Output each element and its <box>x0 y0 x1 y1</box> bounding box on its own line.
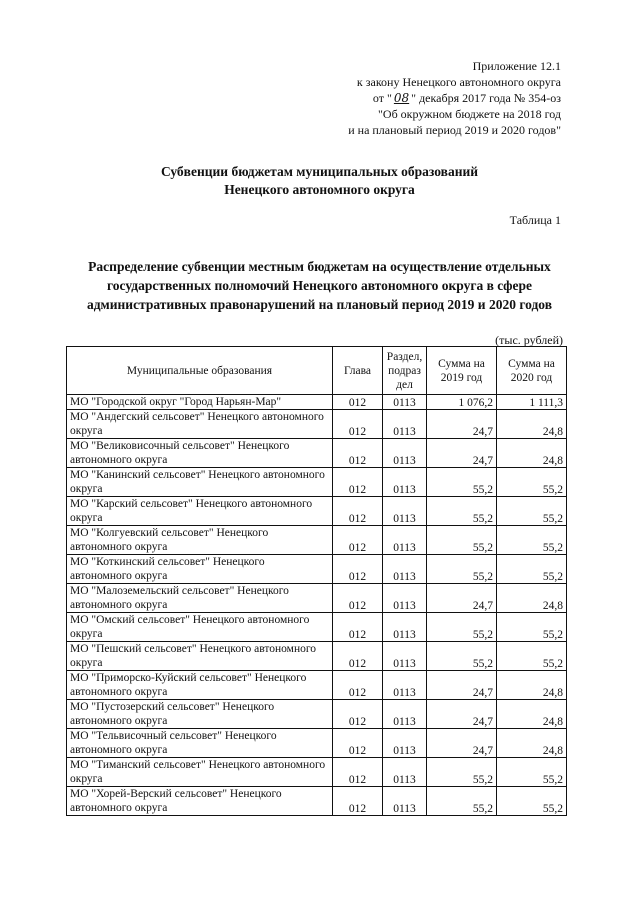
sum-2019-cell: 55,2 <box>427 787 497 816</box>
sum-2020-cell: 24,8 <box>497 410 567 439</box>
municipality-cell: МО "Андегский сельсовет" Ненецкого автономного округа <box>67 410 333 439</box>
table-row <box>67 410 567 439</box>
municipality-cell: МО "Пустозерский сельсовет" Ненецкого автономного округа <box>67 700 333 729</box>
section-cell: 0113 <box>383 729 427 758</box>
sum-2020-cell: 55,2 <box>497 468 567 497</box>
sum-2019-cell: 24,7 <box>427 410 497 439</box>
document-title <box>0 163 639 199</box>
chapter-cell: 012 <box>333 584 383 613</box>
table-row <box>67 671 567 700</box>
section-cell: 0113 <box>383 613 427 642</box>
chapter-cell: 012 <box>333 700 383 729</box>
appendix-date-prefix: от " <box>372 91 392 105</box>
sum-2019-cell: 55,2 <box>427 758 497 787</box>
sum-2019-cell: 24,7 <box>427 584 497 613</box>
section-cell: 0113 <box>383 584 427 613</box>
section-cell: 0113 <box>383 700 427 729</box>
section-cell: 0113 <box>383 555 427 584</box>
sum-2019-cell: 24,7 <box>427 439 497 468</box>
chapter-cell: 012 <box>333 526 383 555</box>
municipality-cell: МО "Тельвисочный сельсовет" Ненецкого автономного округа <box>67 729 333 758</box>
chapter-cell: 012 <box>333 439 383 468</box>
sum-2020-cell: 55,2 <box>497 555 567 584</box>
appendix-date-suffix: " декабря 2017 года № 354-оз <box>411 91 561 105</box>
chapter-cell: 012 <box>333 671 383 700</box>
table-row <box>67 700 567 729</box>
chapter-cell: 012 <box>333 395 383 410</box>
chapter-cell: 012 <box>333 613 383 642</box>
table-row <box>67 642 567 671</box>
sum-2020-cell: 24,8 <box>497 584 567 613</box>
header-section: Раздел, подраз дел <box>383 347 427 395</box>
chapter-cell: 012 <box>333 555 383 584</box>
table-row <box>67 758 567 787</box>
sum-2019-cell: 55,2 <box>427 468 497 497</box>
chapter-cell: 012 <box>333 758 383 787</box>
header-sum-2019: Сумма на 2019 год <box>427 347 497 395</box>
section-cell: 0113 <box>383 468 427 497</box>
appendix-date-day: 08 <box>393 91 410 105</box>
sum-2019-cell: 55,2 <box>427 642 497 671</box>
table-row <box>67 555 567 584</box>
header-sum-2020: Сумма на 2020 год <box>497 347 567 395</box>
units-label: (тыс. рублей) <box>495 333 563 347</box>
table-title-line-2: государственных полномочий Ненецкого автономного округа в сфере <box>107 278 532 293</box>
appendix-line-2: к закону Ненецкого автономного округа <box>356 75 561 89</box>
municipality-cell: МО "Пешский сельсовет" Ненецкого автономного округа <box>67 642 333 671</box>
table-row <box>67 584 567 613</box>
sum-2020-cell: 55,2 <box>497 613 567 642</box>
sum-2019-cell: 24,7 <box>427 671 497 700</box>
section-cell: 0113 <box>383 642 427 671</box>
table-header-row <box>67 347 567 395</box>
table-body <box>67 395 567 816</box>
chapter-cell: 012 <box>333 497 383 526</box>
chapter-cell: 012 <box>333 787 383 816</box>
section-cell: 0113 <box>383 787 427 816</box>
table-row <box>67 468 567 497</box>
sum-2020-cell: 24,8 <box>497 729 567 758</box>
appendix-line-5: и на плановый период 2019 и 2020 годов" <box>348 123 561 137</box>
sum-2019-cell: 24,7 <box>427 729 497 758</box>
municipality-cell: МО "Карский сельсовет" Ненецкого автономного округа <box>67 497 333 526</box>
sum-2019-cell: 55,2 <box>427 497 497 526</box>
appendix-line-4: "Об окружном бюджете на 2018 год <box>378 107 561 121</box>
table-title-line-3: административных правонарушений на плановый период 2019 и 2020 годов <box>86 297 553 312</box>
table-row <box>67 439 567 468</box>
table-title <box>70 257 569 314</box>
table-row <box>67 395 567 410</box>
municipality-cell: МО "Омский сельсовет" Ненецкого автономного округа <box>67 613 333 642</box>
section-cell: 0113 <box>383 410 427 439</box>
document-title-line-1: Субвенции бюджетам муниципальных образований <box>160 164 479 179</box>
municipality-cell: МО "Тиманский сельсовет" Ненецкого автономного округа <box>67 758 333 787</box>
section-cell: 0113 <box>383 439 427 468</box>
municipality-cell: МО "Малоземельский сельсовет" Ненецкого автономного округа <box>67 584 333 613</box>
chapter-cell: 012 <box>333 410 383 439</box>
municipality-cell: МО "Коткинский сельсовет" Ненецкого автономного округа <box>67 555 333 584</box>
municipality-cell: МО "Приморско-Куйский сельсовет" Ненецкого автономного округа <box>67 671 333 700</box>
header-municipality: Муниципальные образования <box>67 347 333 395</box>
table-number: Таблица 1 <box>509 213 561 227</box>
sum-2019-cell: 24,7 <box>427 700 497 729</box>
municipality-cell: МО "Городской округ "Город Нарьян-Мар" <box>67 395 333 410</box>
municipality-cell: МО "Колгуевский сельсовет" Ненецкого автономного округа <box>67 526 333 555</box>
table-row <box>67 613 567 642</box>
sum-2019-cell: 55,2 <box>427 526 497 555</box>
sum-2020-cell: 55,2 <box>497 642 567 671</box>
section-cell: 0113 <box>383 526 427 555</box>
table-row <box>67 526 567 555</box>
header-chapter: Глава <box>333 347 383 395</box>
section-cell: 0113 <box>383 497 427 526</box>
appendix-line-3 <box>348 90 561 106</box>
section-cell: 0113 <box>383 395 427 410</box>
section-cell: 0113 <box>383 671 427 700</box>
chapter-cell: 012 <box>333 729 383 758</box>
sum-2020-cell: 1 111,3 <box>497 395 567 410</box>
sum-2020-cell: 55,2 <box>497 787 567 816</box>
appendix-line-1: Приложение 12.1 <box>472 59 561 73</box>
sum-2020-cell: 24,8 <box>497 700 567 729</box>
sum-2019-cell: 1 076,2 <box>427 395 497 410</box>
table-row <box>67 497 567 526</box>
table-title-line-1: Распределение субвенции местным бюджетам на осуществление отдельных <box>88 259 551 274</box>
sum-2020-cell: 55,2 <box>497 758 567 787</box>
sum-2019-cell: 55,2 <box>427 613 497 642</box>
appendix-block <box>348 58 561 138</box>
chapter-cell: 012 <box>333 642 383 671</box>
municipality-cell: МО "Канинский сельсовет" Ненецкого автономного округа <box>67 468 333 497</box>
table-row <box>67 787 567 816</box>
chapter-cell: 012 <box>333 468 383 497</box>
municipality-cell: МО "Хорей-Верский сельсовет" Ненецкого автономного округа <box>67 787 333 816</box>
subvention-table <box>66 346 567 816</box>
sum-2019-cell: 55,2 <box>427 555 497 584</box>
sum-2020-cell: 24,8 <box>497 439 567 468</box>
section-cell: 0113 <box>383 758 427 787</box>
municipality-cell: МО "Великовисочный сельсовет" Ненецкого автономного округа <box>67 439 333 468</box>
sum-2020-cell: 55,2 <box>497 497 567 526</box>
document-title-line-2: Ненецкого автономного округа <box>224 182 415 197</box>
sum-2020-cell: 24,8 <box>497 671 567 700</box>
table-row <box>67 729 567 758</box>
sum-2020-cell: 55,2 <box>497 526 567 555</box>
